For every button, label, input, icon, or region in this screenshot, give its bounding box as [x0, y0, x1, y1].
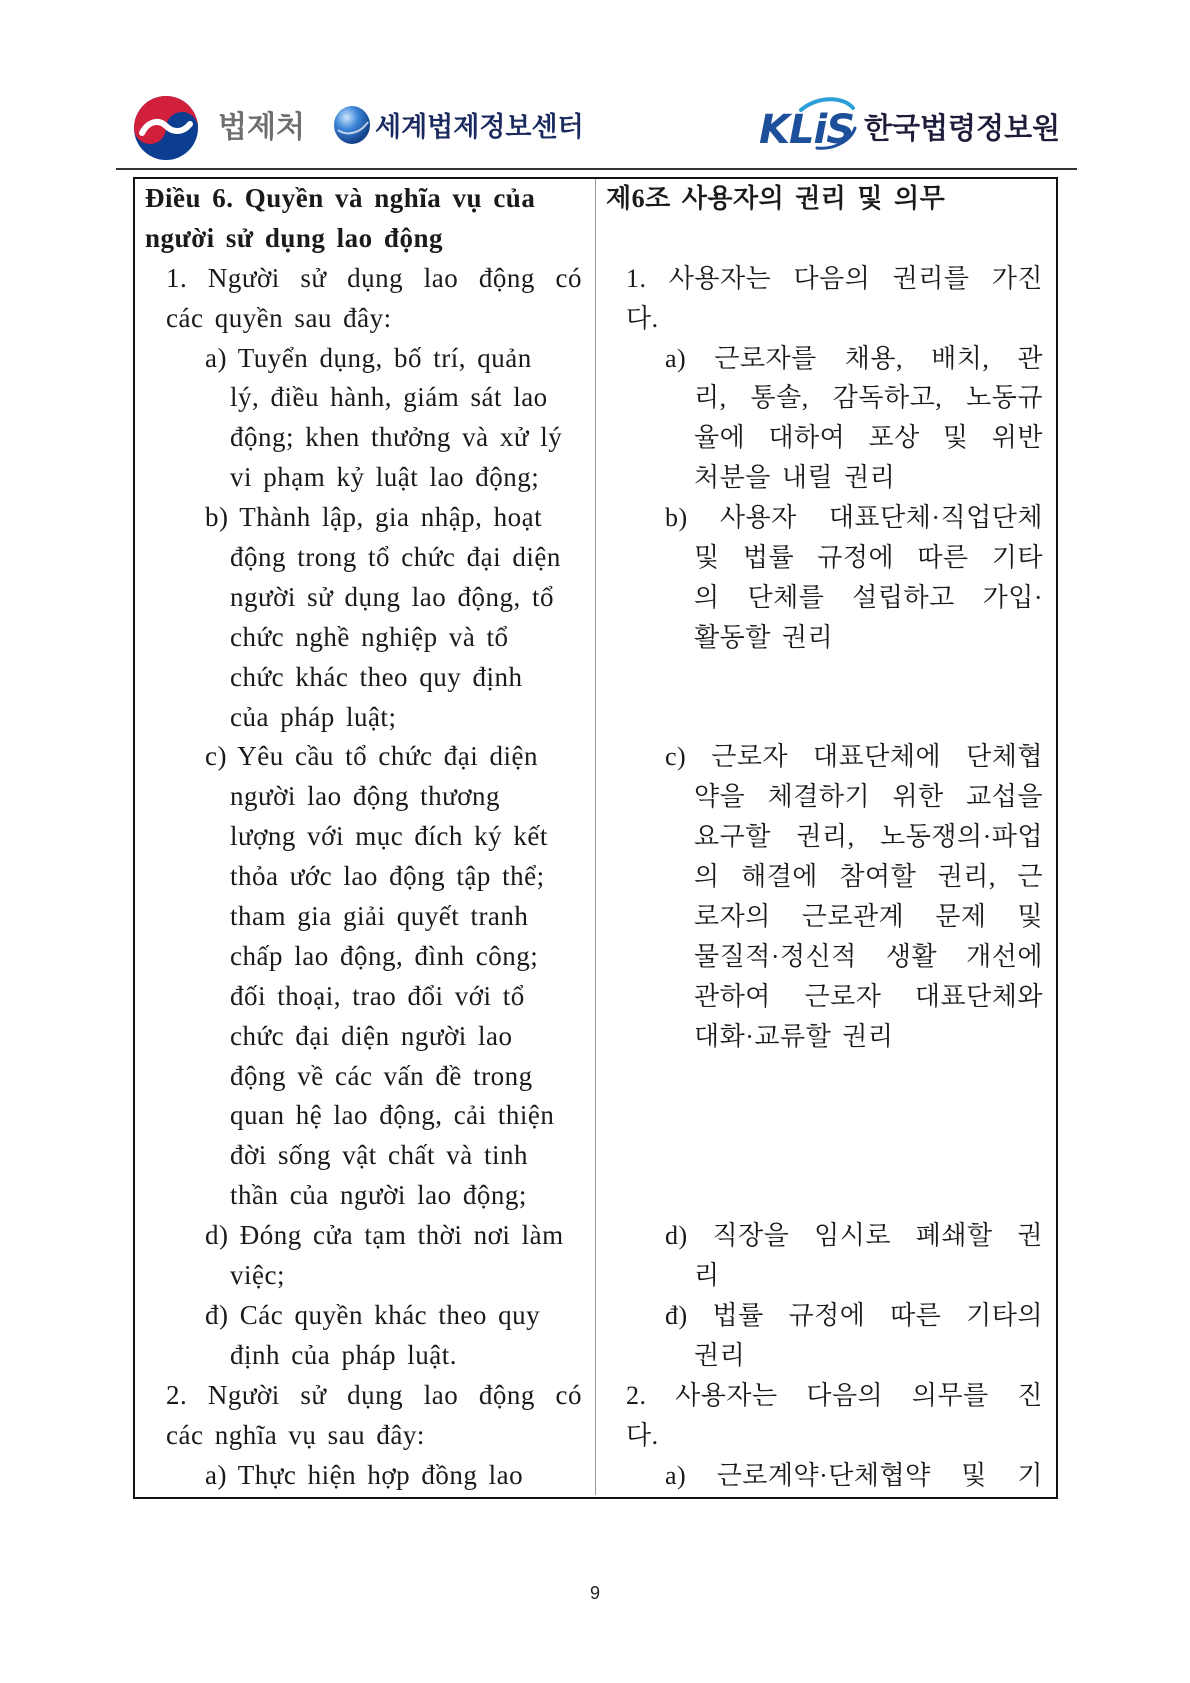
text-line: 1. 사용자는 다음의 권리를 가진	[626, 263, 1043, 293]
vietnamese-text-cell	[135, 498, 596, 737]
korean-text-cell	[596, 179, 1056, 259]
klri-logo	[757, 94, 861, 154]
header-divider	[116, 168, 1077, 170]
text-line: việc;	[230, 1260, 285, 1291]
point-paragraph	[145, 1456, 582, 1496]
text-line: 2. Người sử dụng lao động có	[166, 1379, 582, 1410]
article-heading	[145, 179, 582, 259]
text-line: a) 근로계약·단체협약 및 기	[665, 1460, 1043, 1490]
point-paragraph	[145, 1296, 582, 1376]
korean-text-cell	[596, 737, 1056, 1216]
text-line: 권리	[694, 1340, 746, 1370]
clause-paragraph	[606, 1376, 1043, 1456]
text-line: 의 단체를 설립하고 가입·	[694, 582, 1043, 612]
korean-text-cell	[596, 1456, 1056, 1496]
point-paragraph	[145, 498, 582, 737]
text-line: đời sống vật chất và tinh	[230, 1140, 528, 1171]
point-paragraph	[606, 737, 1043, 1056]
text-line: các quyền sau đây:	[166, 302, 392, 333]
article-row	[135, 737, 1056, 1216]
korean-text-cell	[596, 1296, 1056, 1376]
text-line: động; khen thưởng và xử lý	[230, 422, 563, 453]
text-line: định của pháp luật.	[230, 1339, 457, 1370]
point-paragraph	[606, 498, 1043, 658]
vietnamese-text-cell	[135, 179, 596, 259]
text-line: lý, điều hành, giám sát lao	[230, 382, 548, 413]
text-line: 율에 대하여 포상 및 위반	[694, 423, 1043, 453]
text-line: đối thoại, trao đổi với tổ	[230, 980, 525, 1011]
vietnamese-text-cell	[135, 1296, 596, 1376]
text-line: 제6조 사용자의 권리 및 의무	[606, 184, 946, 213]
text-line: d) Đóng cửa tạm thời nơi làm	[205, 1220, 564, 1251]
point-paragraph	[606, 1216, 1043, 1296]
text-line: chấp lao động, đình công;	[230, 940, 539, 971]
vietnamese-text-cell	[135, 1456, 596, 1496]
point-paragraph	[606, 1456, 1043, 1496]
globe-icon	[332, 104, 372, 146]
article-row	[135, 179, 1056, 259]
text-line: a) 근로자를 채용, 배치, 관	[665, 343, 1043, 373]
text-line: thỏa ước lao động tập thể;	[230, 861, 545, 892]
text-line: 로자의 근로관계 문제 및	[694, 902, 1043, 932]
text-line: c) 근로자 대표단체에 단체협	[665, 742, 1043, 772]
article-row	[135, 339, 1056, 499]
text-line: 대화·교류할 권리	[694, 1021, 894, 1051]
vietnamese-text-cell	[135, 737, 596, 1216]
text-line: tham gia giải quyết tranh	[230, 901, 529, 932]
bilingual-law-table	[133, 177, 1058, 1499]
text-line: 리, 통솔, 감독하고, 노동규	[694, 383, 1043, 413]
text-line: a) Thực hiện hợp đồng lao	[205, 1459, 524, 1490]
text-line: người lao động thương	[230, 781, 501, 812]
text-line: các nghĩa vụ sau đây:	[166, 1419, 425, 1450]
vietnamese-text-cell	[135, 339, 596, 499]
text-line: động về các vấn đề trong	[230, 1060, 533, 1091]
article-heading	[606, 179, 1043, 219]
text-line: 요구할 권리, 노동쟁의·파업	[694, 822, 1043, 852]
moleg-emblem-icon	[133, 95, 199, 161]
clause-paragraph	[606, 259, 1043, 339]
text-line: vi phạm kỷ luật lao động;	[230, 462, 540, 493]
text-line: thần của người lao động;	[230, 1180, 527, 1211]
korean-text-cell	[596, 339, 1056, 499]
point-paragraph	[606, 1296, 1043, 1376]
text-line: đ) 법률 규정에 따른 기타의	[665, 1300, 1043, 1330]
text-line: quan hệ lao động, cải thiện	[230, 1100, 555, 1131]
text-line: của pháp luật;	[230, 701, 397, 732]
clause-paragraph	[145, 259, 582, 339]
text-line: lượng với mục đích ký kết	[230, 821, 548, 852]
vietnamese-text-cell	[135, 1376, 596, 1456]
klri-logo-text: KLiS	[759, 107, 855, 153]
article-row	[135, 1456, 1056, 1496]
text-line: 리	[694, 1261, 720, 1291]
text-line: người sử dụng lao động, tổ	[230, 581, 555, 612]
text-line: 의 해결에 참여할 권리, 근	[694, 862, 1043, 892]
article-row	[135, 1296, 1056, 1376]
text-line: 물질적·정신적 생활 개선에	[694, 941, 1043, 971]
vietnamese-text-cell	[135, 1216, 596, 1296]
text-line: chức đại diện người lao	[230, 1020, 513, 1051]
text-line: 약을 체결하기 위한 교섭을	[694, 782, 1043, 812]
page-number: 9	[589, 1583, 600, 1603]
world-law-center-logo-text: 세계법제정보센터	[375, 112, 584, 143]
point-paragraph	[145, 339, 582, 499]
moleg-logo-text: 법제처	[218, 110, 305, 145]
text-line: 다.	[626, 303, 659, 333]
text-line: c) Yêu cầu tổ chức đại diện	[205, 741, 538, 772]
text-line: động trong tổ chức đại diện	[230, 542, 561, 573]
text-line: 처분을 내릴 권리	[694, 463, 896, 493]
article-row	[135, 1376, 1056, 1456]
text-line: Điều 6. Quyền và nghĩa vụ của	[145, 183, 536, 213]
point-paragraph	[606, 339, 1043, 499]
text-line: 및 법률 규정에 따른 기타	[694, 543, 1043, 573]
text-line: b) 사용자 대표단체·직업단체	[665, 503, 1043, 533]
point-paragraph	[145, 737, 582, 1216]
vietnamese-text-cell	[135, 259, 596, 339]
clause-paragraph	[145, 1376, 582, 1456]
text-line: 활동할 권리	[694, 622, 834, 652]
article-row	[135, 498, 1056, 737]
text-line: 관하여 근로자 대표단체와	[694, 981, 1043, 1011]
korean-text-cell	[596, 1376, 1056, 1456]
text-line: a) Tuyển dụng, bố trí, quản	[205, 342, 532, 373]
text-line: 2. 사용자는 다음의 의무를 진	[626, 1380, 1043, 1410]
text-line: b) Thành lập, gia nhập, hoạt	[205, 502, 543, 533]
text-line: chức khác theo quy định	[230, 661, 523, 692]
article-row	[135, 1216, 1056, 1296]
text-line: người sử dụng lao động	[145, 222, 443, 253]
korean-text-cell	[596, 498, 1056, 737]
text-line: đ) Các quyền khác theo quy	[205, 1299, 541, 1330]
text-line: chức nghề nghiệp và tổ	[230, 621, 509, 652]
point-paragraph	[145, 1216, 582, 1296]
text-line: d) 직장을 임시로 폐쇄할 권	[665, 1221, 1043, 1251]
klri-name-text: 한국법령정보원	[864, 111, 1061, 145]
article-row	[135, 259, 1056, 339]
text-line: 다.	[626, 1420, 659, 1450]
korean-text-cell	[596, 259, 1056, 339]
korean-text-cell	[596, 1216, 1056, 1296]
text-line: 1. Người sử dụng lao động có	[166, 262, 582, 293]
